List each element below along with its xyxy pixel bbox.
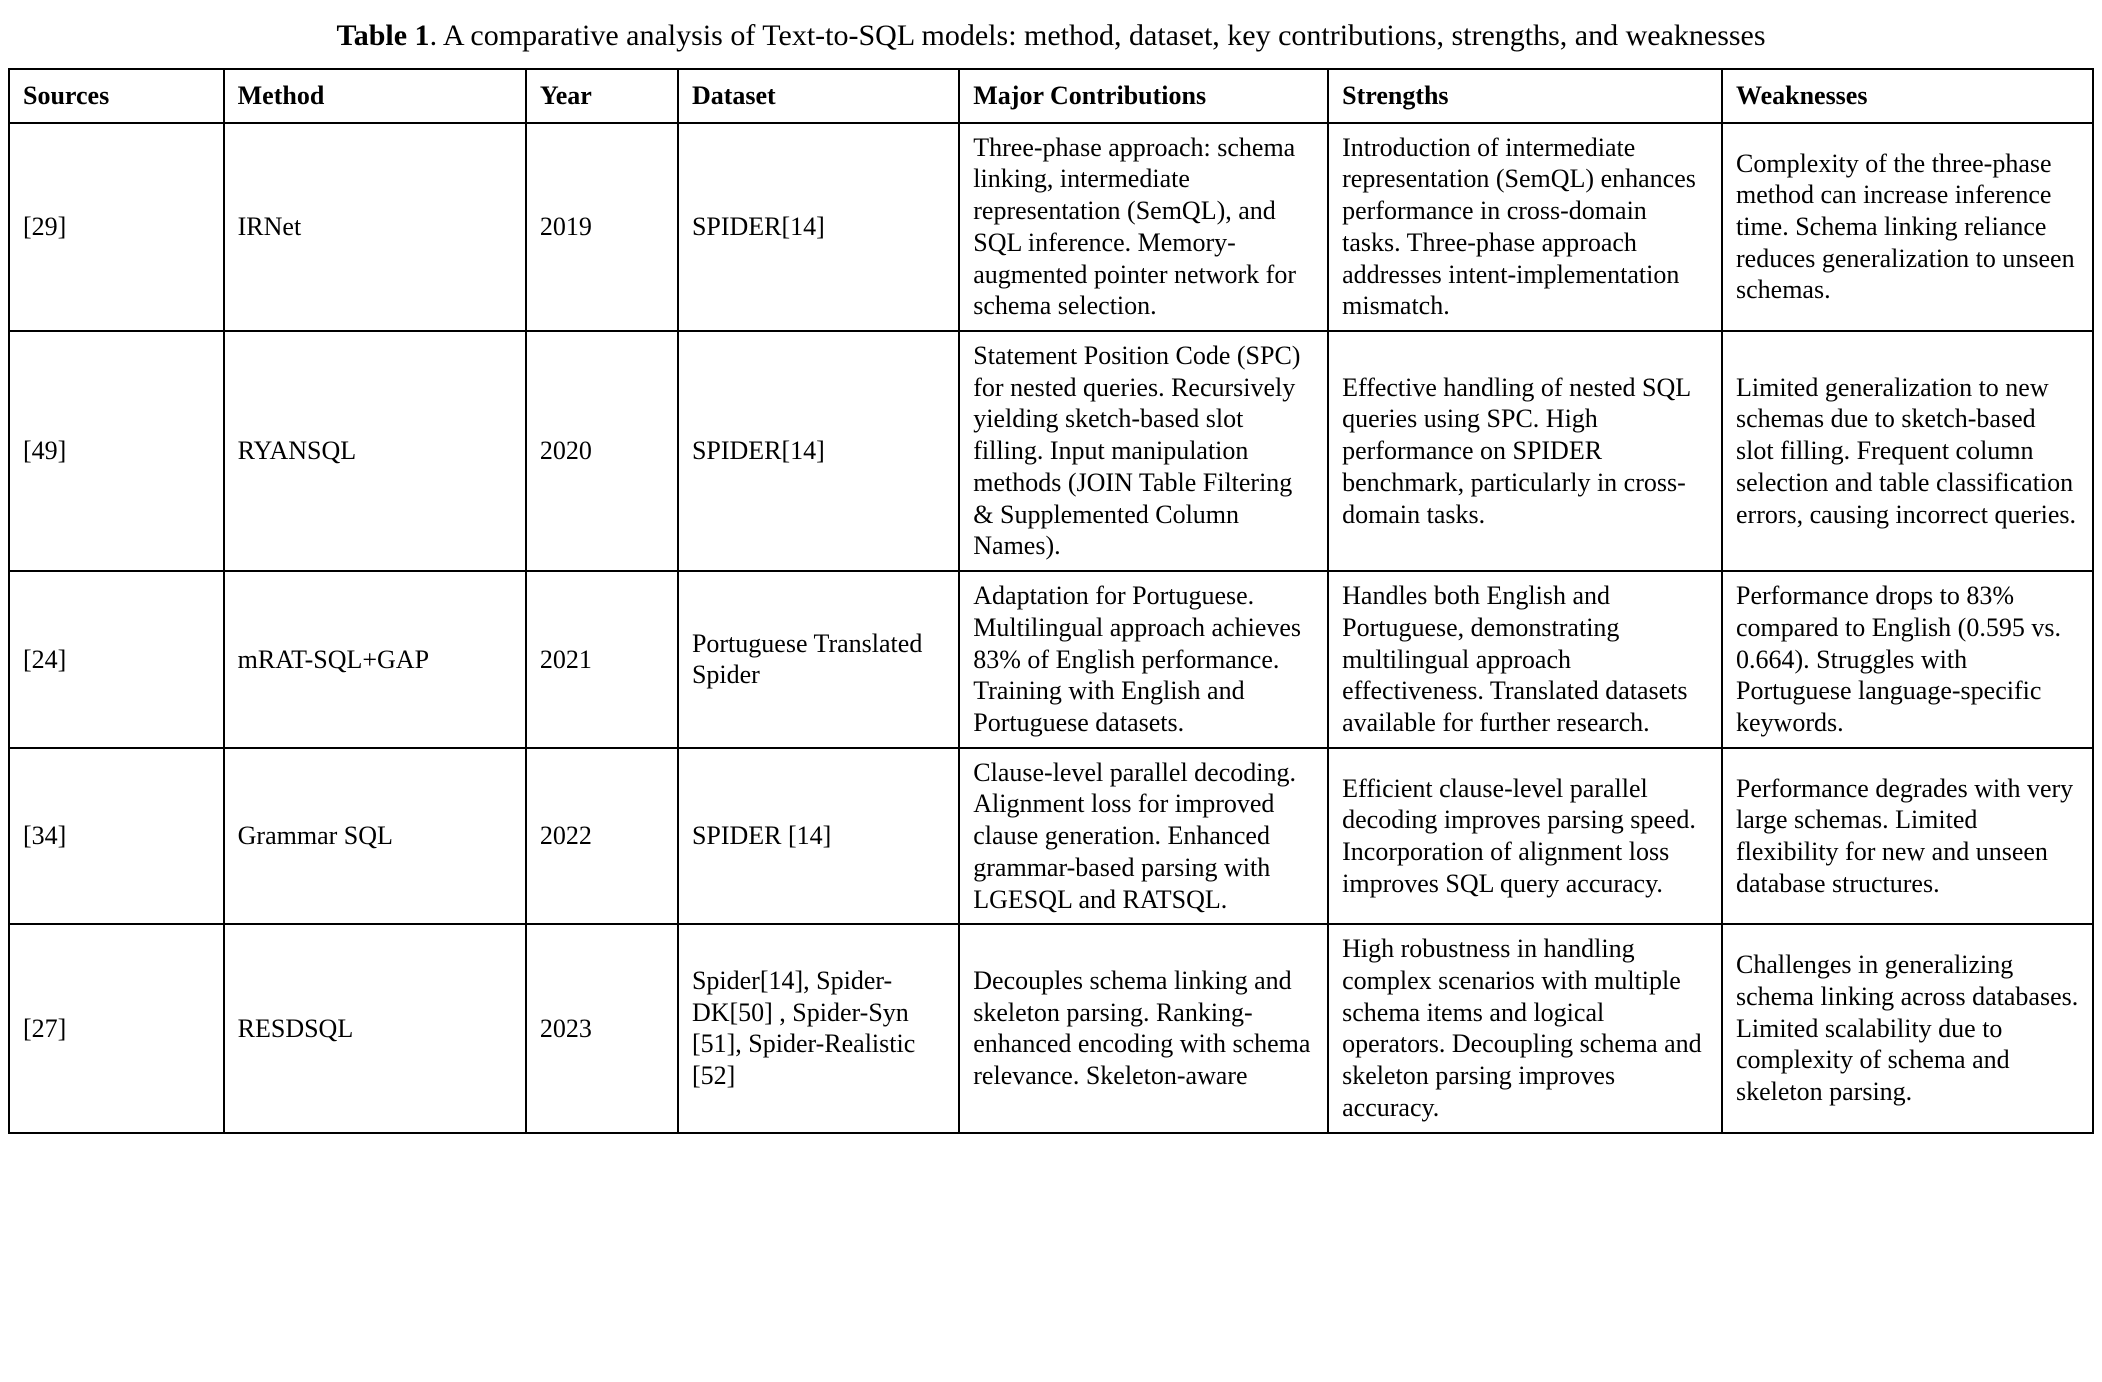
table-caption-text: . A comparative analysis of Text-to-SQL models: method, dataset, key contributions, strengths, and weaknesses xyxy=(429,19,1766,52)
column-header-weaknesses: Weaknesses xyxy=(1722,69,2093,123)
column-header-dataset: Dataset xyxy=(678,69,959,123)
column-header-year: Year xyxy=(526,69,678,123)
column-header-source: Sources xyxy=(9,69,224,123)
table-header-row xyxy=(9,69,2093,123)
table-body xyxy=(9,123,2093,1133)
cell-source: [27] xyxy=(9,924,224,1132)
column-header-strengths: Strengths xyxy=(1328,69,1722,123)
column-header-method: Method xyxy=(224,69,526,123)
table-caption xyxy=(0,0,2102,68)
cell-year: 2023 xyxy=(526,924,678,1132)
cell-weaknesses: Challenges in generalizing schema linking across databases. Limited scalability due to complexity of schema and skeleton parsing. xyxy=(1722,924,2093,1132)
column-header-contributions: Major Contributions xyxy=(959,69,1328,123)
cell-contributions: Adaptation for Portuguese. Multilingual approach achieves 83% of English performance. Training with English and Portuguese datasets. xyxy=(959,571,1328,748)
table-row xyxy=(9,571,2093,748)
cell-weaknesses: Complexity of the three-phase method can increase inference time. Schema linking reliance reduces generalization to unseen schemas. xyxy=(1722,123,2093,331)
cell-method: RESDSQL xyxy=(224,924,526,1132)
table-row xyxy=(9,748,2093,925)
table-row xyxy=(9,123,2093,331)
cell-strengths: Handles both English and Portuguese, demonstrating multilingual approach effectiveness. Translated datasets available for further research. xyxy=(1328,571,1722,748)
cell-method: mRAT-SQL+GAP xyxy=(224,571,526,748)
cell-source: [29] xyxy=(9,123,224,331)
cell-weaknesses: Performance drops to 83% compared to English (0.595 vs. 0.664). Struggles with Portuguese language-specific keywords. xyxy=(1722,571,2093,748)
table-caption-label: Table 1 xyxy=(336,19,430,52)
table-row xyxy=(9,331,2093,571)
cell-contributions: Decouples schema linking and skeleton parsing. Ranking-enhanced encoding with schema relevance. Skeleton-aware xyxy=(959,924,1328,1132)
table-row xyxy=(9,924,2093,1132)
cell-method: RYANSQL xyxy=(224,331,526,571)
cell-source: [34] xyxy=(9,748,224,925)
cell-method: IRNet xyxy=(224,123,526,331)
cell-dataset: SPIDER [14] xyxy=(678,748,959,925)
cell-year: 2021 xyxy=(526,571,678,748)
cell-dataset: Spider[14], Spider-DK[50] , Spider-Syn [51], Spider-Realistic [52] xyxy=(678,924,959,1132)
cell-contributions: Statement Position Code (SPC) for nested queries. Recursively yielding sketch-based slot filling. Input manipulation methods (JOIN Table Filtering & Supplemented Column Names). xyxy=(959,331,1328,571)
cell-dataset: SPIDER[14] xyxy=(678,331,959,571)
cell-dataset: SPIDER[14] xyxy=(678,123,959,331)
cell-year: 2022 xyxy=(526,748,678,925)
cell-method: Grammar SQL xyxy=(224,748,526,925)
comparison-table xyxy=(8,68,2094,1134)
cell-strengths: Efficient clause-level parallel decoding improves parsing speed. Incorporation of alignment loss improves SQL query accuracy. xyxy=(1328,748,1722,925)
cell-year: 2020 xyxy=(526,331,678,571)
cell-source: [49] xyxy=(9,331,224,571)
cell-year: 2019 xyxy=(526,123,678,331)
cell-contributions: Clause-level parallel decoding. Alignment loss for improved clause generation. Enhanced grammar-based parsing with LGESQL and RATSQL. xyxy=(959,748,1328,925)
cell-weaknesses: Performance degrades with very large schemas. Limited flexibility for new and unseen database structures. xyxy=(1722,748,2093,925)
cell-strengths: Introduction of intermediate representation (SemQL) enhances performance in cross-domain tasks. Three-phase approach addresses intent-implementation mismatch. xyxy=(1328,123,1722,331)
cell-strengths: High robustness in handling complex scenarios with multiple schema items and logical operators. Decoupling schema and skeleton parsing improves accuracy. xyxy=(1328,924,1722,1132)
cell-dataset: Portuguese Translated Spider xyxy=(678,571,959,748)
cell-strengths: Effective handling of nested SQL queries using SPC. High performance on SPIDER benchmark, particularly in cross-domain tasks. xyxy=(1328,331,1722,571)
table-head xyxy=(9,69,2093,123)
cell-contributions: Three-phase approach: schema linking, intermediate representation (SemQL), and SQL inference. Memory-augmented pointer network for schema selection. xyxy=(959,123,1328,331)
cell-weaknesses: Limited generalization to new schemas due to sketch-based slot filling. Frequent column selection and table classification errors, causing incorrect queries. xyxy=(1722,331,2093,571)
cell-source: [24] xyxy=(9,571,224,748)
